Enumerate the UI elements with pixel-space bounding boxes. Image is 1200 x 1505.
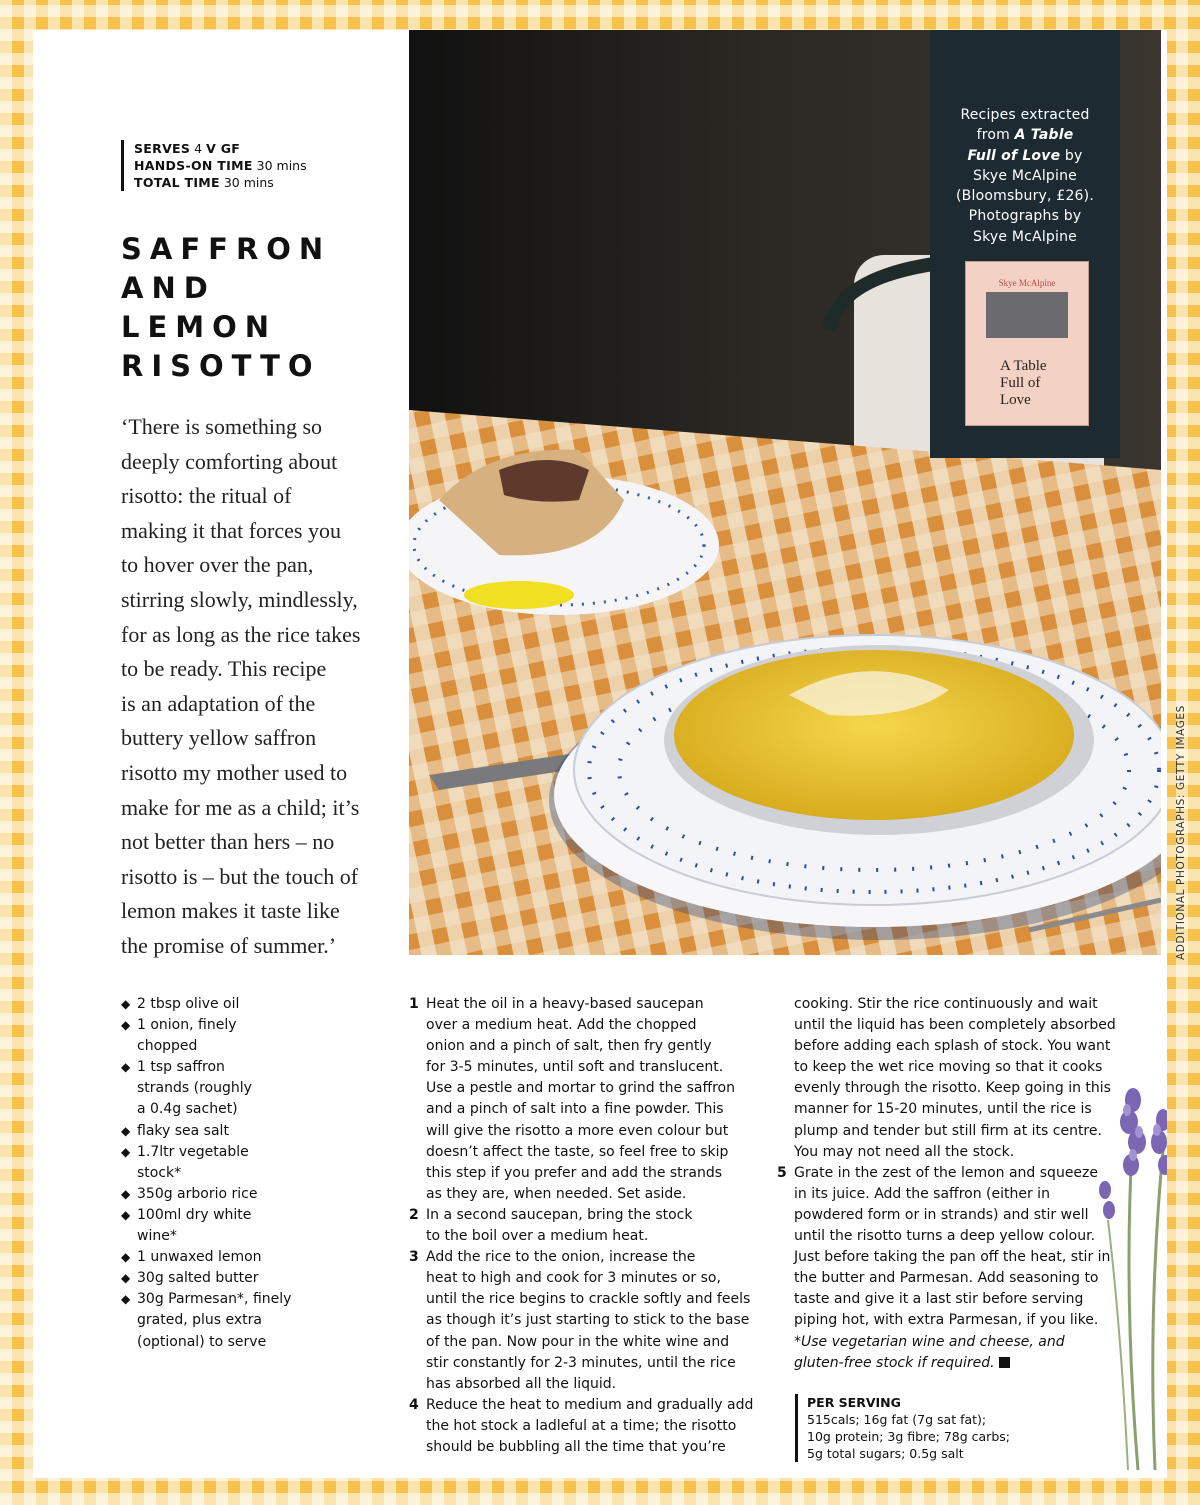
quote-line: for as long as the rice takes	[121, 621, 361, 647]
quote-line: to be ready. This recipe	[121, 656, 327, 682]
diamond-bullet-icon: ◆	[121, 1144, 131, 1159]
quote-line: risotto my mother used to	[121, 759, 348, 785]
title-line: SAFFRON	[121, 232, 332, 266]
ingredient-text: 1 onion, finely	[137, 1017, 237, 1034]
book-title-part: Full of Love	[967, 147, 1061, 164]
method-column-2	[777, 994, 1127, 1374]
diamond-bullet-icon: ◆	[121, 1292, 131, 1307]
cover-title	[1000, 358, 1047, 409]
step-text: Reduce the heat to medium and gradually add	[426, 1396, 754, 1413]
ingredient-item	[121, 1184, 381, 1205]
method-step	[409, 1247, 759, 1395]
step-text: to keep the wet rice moving so that it cooks	[794, 1059, 1103, 1076]
book-title-part: A Table	[1014, 127, 1074, 144]
nutrition-line: 515cals; 16g fat (7g sat fat);	[807, 1412, 987, 1427]
ingredient-text: flaky sea salt	[137, 1122, 229, 1139]
note-text: *Use vegetarian wine and cheese, and	[794, 1333, 1065, 1350]
recipe-note	[777, 1332, 1127, 1353]
nutrition-heading: PER SERVING	[807, 1395, 901, 1410]
recipe-page	[33, 30, 1187, 1478]
ingredient-text: 100ml dry white	[137, 1206, 252, 1223]
step-text: Use a pestle and mortar to grind the saffron	[426, 1080, 735, 1097]
step-text: powdered form or in strands) and stir well	[794, 1206, 1089, 1223]
title-line: AND	[121, 271, 216, 305]
diet-tags: V GF	[206, 141, 241, 156]
ingredient-text: 1 unwaxed lemon	[137, 1249, 262, 1266]
step-text: as they are, when needed. Set aside.	[426, 1185, 687, 1202]
serves-label: SERVES	[134, 141, 191, 156]
ingredients-list	[121, 994, 381, 1353]
quote-line: not better than hers – no	[121, 829, 335, 855]
step-text: the butter and Parmesan. Add seasoning to	[794, 1270, 1099, 1287]
step-number: 3	[409, 1249, 419, 1266]
handson-label: HANDS-ON TIME	[134, 158, 253, 173]
step-text: in its juice. Add the saffron (either in	[794, 1185, 1050, 1202]
step-number: 5	[777, 1164, 787, 1181]
step-text: Just before taking the pan off the heat, stir in	[794, 1249, 1111, 1266]
ingredient-text: grated, plus extra	[137, 1312, 262, 1329]
step-text: doesn’t affect the taste, so feel free to skip	[426, 1143, 729, 1160]
step-text: evenly through the risotto. Keep going in this	[794, 1080, 1111, 1097]
step-text: onion and a pinch of salt, then fry gently	[426, 1038, 712, 1055]
diamond-bullet-icon: ◆	[121, 997, 131, 1011]
ingredient-text: 1.7ltr vegetable	[137, 1143, 249, 1160]
ingredient-text: stock*	[137, 1164, 182, 1181]
diamond-bullet-icon: ◆	[121, 1123, 131, 1138]
cover-photo	[986, 292, 1068, 338]
cover-title-line: Full of	[1000, 375, 1041, 391]
ingredient-item	[121, 994, 381, 1015]
quote-line: to hover over the pan,	[121, 552, 314, 578]
ingredient-text: wine*	[137, 1228, 177, 1245]
book-credit-line	[940, 125, 1110, 145]
method-column-1	[409, 994, 759, 1458]
method-step	[409, 1395, 759, 1458]
step-text: taste and give it a last stir before serving	[794, 1291, 1084, 1308]
ingredient-item	[121, 1142, 381, 1184]
ingredient-text: 30g salted butter	[137, 1270, 259, 1287]
total-time-value: 30 mins	[223, 175, 274, 190]
book-credit-line	[940, 146, 1110, 166]
cover-title-line: A Table	[1000, 358, 1047, 374]
step-number: 1	[409, 996, 419, 1012]
step-text: this step if you prefer and add the strands	[426, 1164, 723, 1181]
quote-line: stirring slowly, mindlessly,	[121, 586, 358, 612]
ingredient-text: strands (roughly	[137, 1080, 252, 1097]
step-text: plump and tender but still firm at its centre.	[794, 1122, 1102, 1139]
ingredient-text: a 0.4g sachet)	[137, 1101, 238, 1118]
ingredient-item	[121, 1205, 381, 1247]
ingredient-text: 350g arborio rice	[137, 1185, 258, 1202]
step-text: In a second saucepan, bring the stock	[426, 1206, 693, 1223]
step-text: will give the risotto a more even colour but	[426, 1122, 729, 1139]
quote-line: is an adaptation of the	[121, 690, 316, 716]
book-credit-text	[940, 105, 1110, 247]
book-credit-from: from	[976, 127, 1015, 144]
book-publisher: (Bloomsbury, £26).	[956, 188, 1094, 205]
ingredient-text: 1 tsp saffron	[137, 1059, 225, 1076]
ingredient-text: chopped	[137, 1038, 198, 1055]
ingredient-text: 30g Parmesan*, finely	[137, 1291, 292, 1308]
step-text: You may not need all the stock.	[794, 1143, 1015, 1160]
step-text: and a pinch of salt into a fine powder. This	[426, 1101, 724, 1118]
title-line: RISOTTO	[121, 349, 321, 383]
step-number: 2	[409, 1206, 419, 1223]
step-text: stir constantly for 2-3 minutes, until the rice	[426, 1354, 736, 1371]
quote-line: ‘There is something so	[121, 414, 323, 439]
step-text: manner for 15-20 minutes, until the rice is	[794, 1101, 1092, 1118]
recipe-note	[777, 1353, 1127, 1374]
step-text: cooking. Stir the rice continuously and wait	[794, 996, 1098, 1012]
quote-line: risotto: the ritual of	[121, 483, 292, 509]
step-text: over a medium heat. Add the chopped	[426, 1017, 697, 1034]
recipe-meta	[121, 140, 307, 191]
step-text: until the liquid has been completely absorbed	[794, 1017, 1116, 1034]
method-step	[409, 994, 759, 1205]
ingredient-text: (optional) to serve	[137, 1333, 267, 1350]
quote-line: deeply comforting about	[121, 448, 338, 474]
ingredient-item	[121, 1057, 381, 1120]
quote-line: the promise of summer.’	[121, 932, 337, 958]
step-text: should be bubbling all the time that you’re	[426, 1438, 726, 1455]
quote-line: lemon makes it taste like	[121, 898, 340, 924]
book-credit-by: by	[1060, 147, 1083, 164]
nutrition-line: 5g total sugars; 0.5g salt	[807, 1446, 964, 1461]
ingredient-item	[121, 1015, 381, 1057]
cover-author: Skye McAlpine	[998, 278, 1056, 288]
step-text: until the risotto turns a deep yellow colour.	[794, 1228, 1096, 1245]
step-text: the hot stock a ladleful at a time; the risotto	[426, 1417, 737, 1434]
photographer: Skye McAlpine	[973, 228, 1077, 245]
diamond-bullet-icon: ◆	[121, 1207, 131, 1222]
ingredient-item	[121, 1247, 381, 1268]
diamond-bullet-icon: ◆	[121, 1186, 131, 1201]
step-text: piping hot, with extra Parmesan, if you like.	[794, 1312, 1099, 1329]
book-credit-line: Recipes extracted	[960, 107, 1090, 123]
ingredient-item	[121, 1268, 381, 1289]
total-time-label: TOTAL TIME	[134, 175, 220, 190]
step-text: before adding each splash of stock. You want	[794, 1038, 1111, 1055]
lavender-illustration	[1093, 1070, 1167, 1470]
step-text: Add the rice to the onion, increase the	[426, 1249, 696, 1266]
nutrition-line: 10g protein; 3g fibre; 78g carbs;	[807, 1429, 1010, 1444]
ingredient-item	[121, 1289, 381, 1352]
method-step	[409, 1205, 759, 1247]
method-step	[777, 1163, 1127, 1332]
quote-line: risotto is – but the touch of	[121, 863, 359, 889]
end-square-icon	[999, 1357, 1010, 1368]
book-cover-image	[966, 262, 1088, 425]
diamond-bullet-icon: ◆	[121, 1250, 131, 1265]
step-text: of the pan. Now pour in the white wine and	[426, 1333, 730, 1350]
serves-value: 4	[194, 141, 203, 156]
step-text: until the rice begins to crackle softly and feels	[426, 1291, 751, 1308]
recipe-title	[121, 230, 401, 386]
step-text: has absorbed all the liquid.	[426, 1375, 617, 1392]
intro-quote	[121, 410, 401, 964]
book-author: Skye McAlpine	[973, 167, 1077, 184]
step-text: as though it’s just starting to stick to the base	[426, 1312, 750, 1329]
step-text: to the boil over a medium heat.	[426, 1228, 649, 1245]
handson-value: 30 mins	[256, 158, 307, 173]
note-text: gluten-free stock if required.	[794, 1354, 995, 1371]
diamond-bullet-icon: ◆	[121, 1271, 131, 1286]
quote-line: buttery yellow saffron	[121, 725, 317, 751]
title-line: LEMON	[121, 310, 278, 344]
photo-credit: ADDITIONAL PHOTOGRAPHS: GETTY IMAGES	[1175, 705, 1187, 960]
ingredient-item	[121, 1121, 381, 1142]
quote-line: make for me as a child; it’s	[121, 794, 360, 820]
diamond-bullet-icon: ◆	[121, 1018, 131, 1033]
quote-line: making it that forces you	[121, 517, 341, 543]
book-credit-line: Photographs by	[968, 208, 1082, 225]
cover-title-line: Love	[1000, 392, 1031, 408]
book-info-panel	[930, 30, 1120, 458]
step-text: Grate in the zest of the lemon and squeeze	[794, 1164, 1099, 1181]
step-text: Heat the oil in a heavy-based saucepan	[426, 996, 704, 1012]
diamond-bullet-icon: ◆	[121, 1060, 131, 1075]
step-text: heat to high and cook for 3 minutes or so,	[426, 1270, 721, 1287]
ingredient-text: 2 tbsp olive oil	[137, 996, 240, 1012]
step-text: for 3-5 minutes, until soft and translucent.	[426, 1059, 724, 1076]
step-number: 4	[409, 1396, 419, 1413]
nutrition-box	[795, 1394, 1067, 1462]
